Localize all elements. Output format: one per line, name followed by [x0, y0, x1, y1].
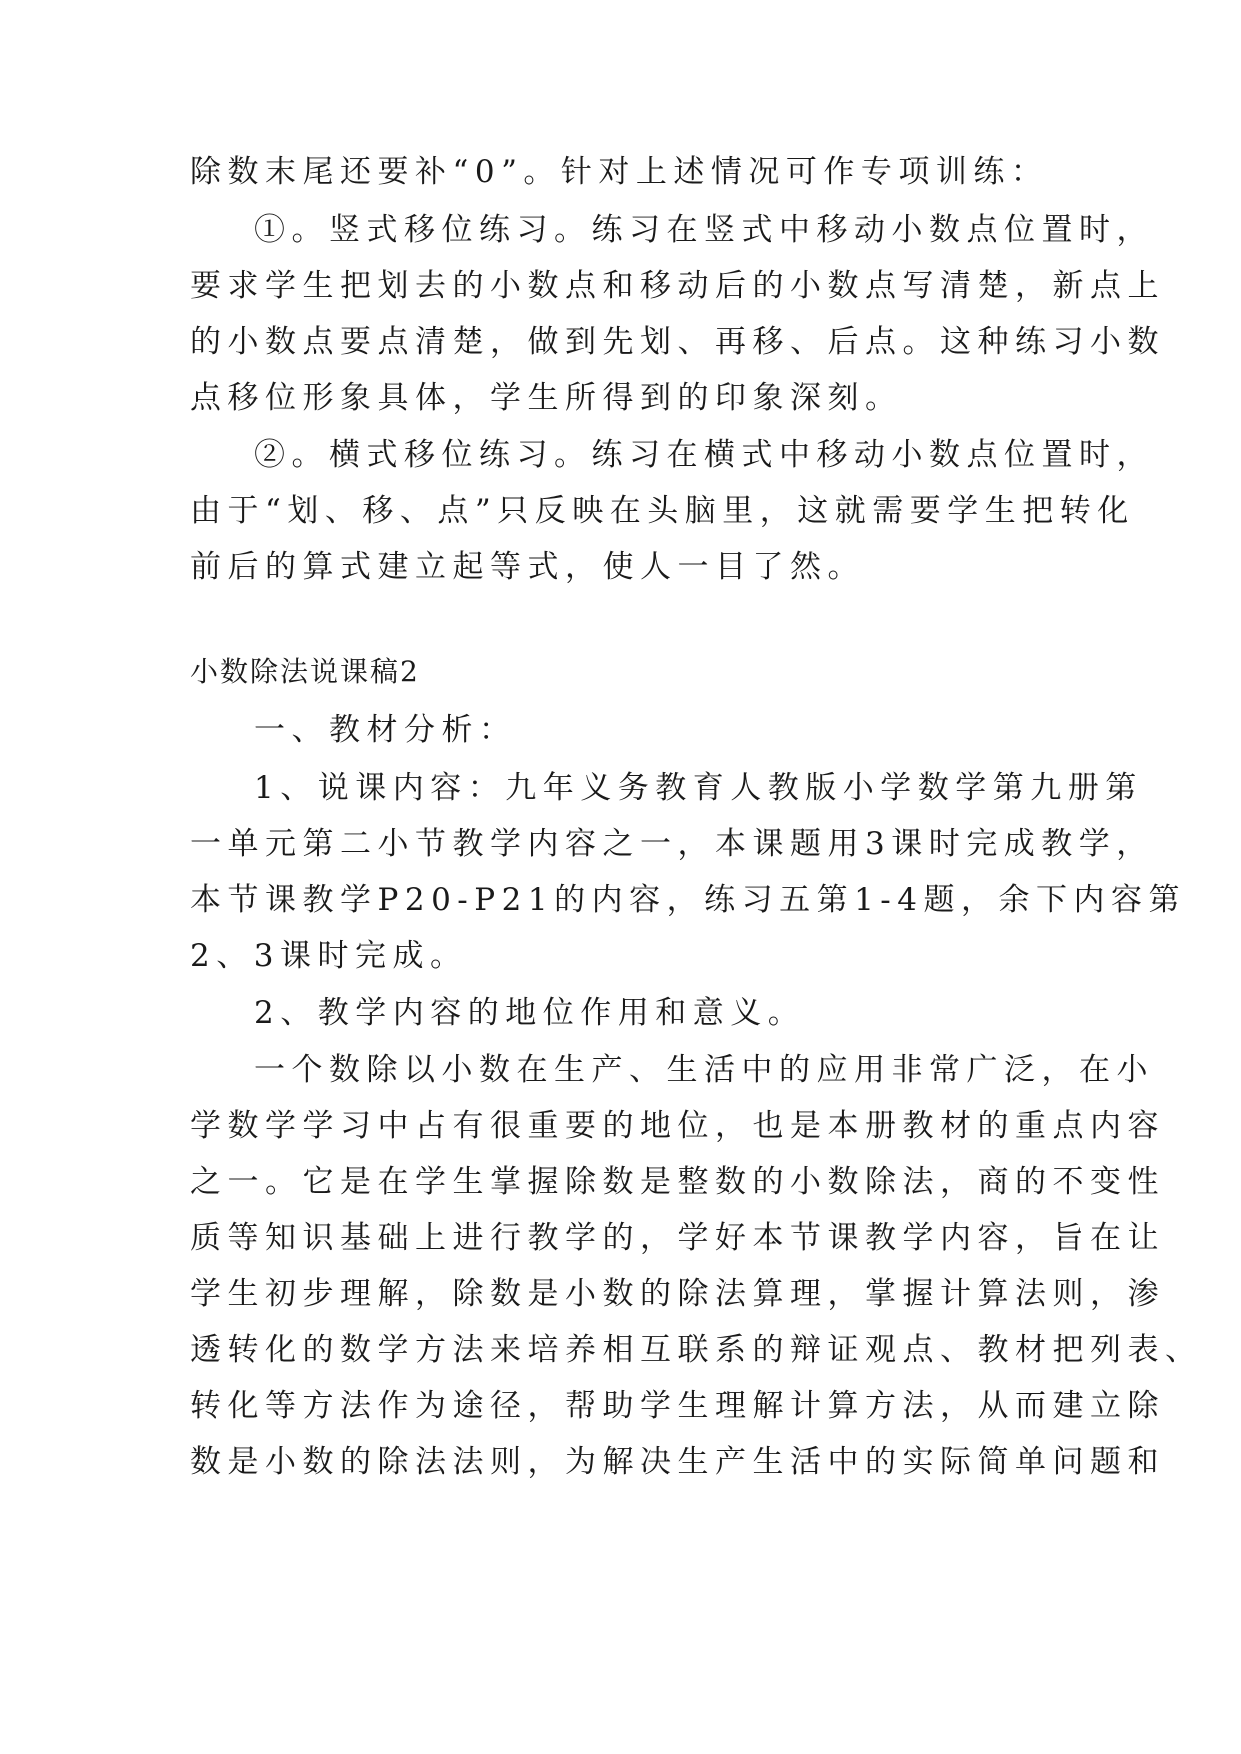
text-line: 一、教材分析：	[254, 712, 517, 748]
text-line: 一个数除以小数在生产、生活中的应用非常广泛，在小	[254, 1052, 1154, 1088]
text-line: 学生初步理解，除数是小数的除法算理，掌握计算法则，渗	[190, 1276, 1165, 1312]
text-line: 2、教学内容的地位作用和意义。	[254, 995, 806, 1031]
text-line: 前后的算式建立起等式，使人一目了然。	[190, 549, 865, 585]
text-line: 2、3课时完成。	[190, 938, 468, 974]
text-line: 点移位形象具体，学生所得到的印象深刻。	[190, 380, 903, 416]
text-line: 本节课教学P20-P21的内容，练习五第1-4题，余下内容第	[190, 882, 1187, 918]
text-line: 转化等方法作为途径，帮助学生理解计算方法，从而建立除	[190, 1388, 1165, 1424]
text-line: 数是小数的除法法则，为解决生产生活中的实际简单问题和	[190, 1444, 1165, 1480]
text-line: 一单元第二小节教学内容之一，本课题用3课时完成教学，	[190, 826, 1154, 862]
text-line: 学数学学习中占有很重要的地位，也是本册教材的重点内容	[190, 1108, 1165, 1144]
text-line: ①。竖式移位练习。练习在竖式中移动小数点位置时，	[254, 212, 1154, 248]
text-line: 的小数点要点清楚，做到先划、再移、后点。这种练习小数	[190, 324, 1165, 360]
text-line: 之一。它是在学生掌握除数是整数的小数除法，商的不变性	[190, 1164, 1165, 1200]
text-line: 1、说课内容：九年义务教育人教版小学数学第九册第	[254, 770, 1143, 806]
section-heading: 小数除法说课稿2	[190, 655, 420, 688]
text-line: 质等知识基础上进行教学的，学好本节课教学内容，旨在让	[190, 1220, 1165, 1256]
text-line: 透转化的数学方法来培养相互联系的辩证观点、教材把列表、	[190, 1332, 1203, 1368]
text-line: 除数末尾还要补“0”。针对上述情况可作专项训练：	[190, 154, 1049, 190]
text-line: 要求学生把划去的小数点和移动后的小数点写清楚，新点上	[190, 268, 1165, 304]
text-line: ②。横式移位练习。练习在横式中移动小数点位置时，	[254, 437, 1154, 473]
text-line: 由于“划、移、点”只反映在头脑里，这就需要学生把转化	[190, 493, 1135, 529]
